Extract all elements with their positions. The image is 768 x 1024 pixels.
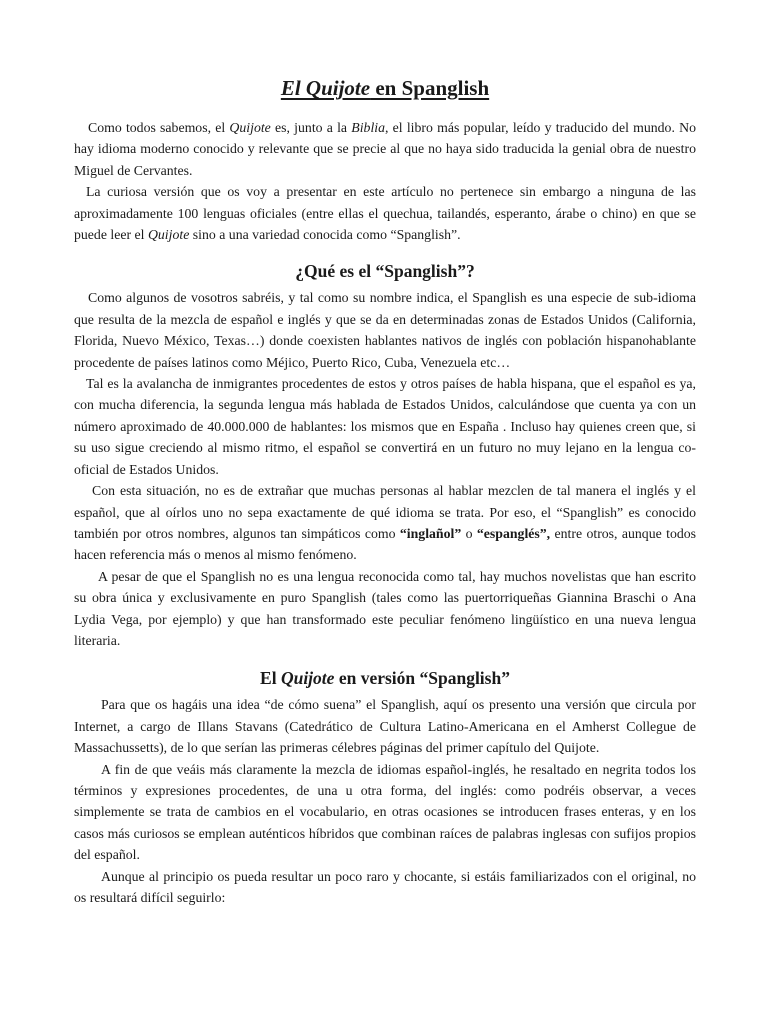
- document-title: [74, 76, 696, 101]
- title-rest: en Spanglish: [370, 76, 490, 100]
- italic-run: Quijote: [147, 227, 190, 243]
- italic-run: Biblia: [351, 120, 386, 135]
- section2-paragraph-3: Aunque al principio os pueda resultar un poco raro y chocante, si estáis familiarizados con el original, no os resultará difícil seguirlo:: [74, 868, 696, 905]
- section1-paragraph-1: Como algunos de vosotros sabréis, y tal como su nombre indica, el Spanglish es una especie de sub-idioma que resulta de la mezcla de español e inglés y que se da en determinadas zonas de Estados Unidos (California, Florida, Nuevo México, Texas…) donde coexisten hablantes nativos de inglés con población hispanohablante procedente de países latinos como Méjico, Puerto Rico, Cuba, Venezuela etc…: [74, 290, 696, 370]
- text-run: es, junto a la: [270, 120, 352, 135]
- bold-term: “inglañol”: [399, 525, 462, 541]
- text-run: Como todos sabemos, el: [88, 120, 230, 135]
- text-run: El: [260, 668, 281, 689]
- section1-paragraph-2: Tal es la avalancha de inmigrantes procedentes de estos y otros países de habla hispana, que el español es ya, con mucha diferencia, la segunda lengua más hablada de Estados Unidos, calculándose que cuenta ya con un número aproximado de 40.000.000 de hablantes: los mismos que en España . Incluso hay quienes creen que, si su uso sigue creciendo al mismo ritmo, el español se convertirá en un futuro no muy lejano en la lengua co-oficial de Estados Unidos.: [74, 376, 696, 477]
- text-run: en versión “Spanglish”: [334, 668, 510, 689]
- intro-paragraph-2: [74, 181, 696, 245]
- text-run: o: [461, 525, 477, 541]
- title-italic: El Quijote: [280, 76, 371, 100]
- text-run: , el libro más popular, leído y traducido del mundo. No hay idioma moderno conocido y relevante que se precie al que no haya sido traducida la genial obra de nuestro Miguel de Cervantes.: [74, 120, 696, 178]
- text-run: entre otros, aunque todos hacen referencia más o menos al mismo fenómeno.: [74, 525, 697, 563]
- intro-paragraph-1: [74, 117, 696, 181]
- section2-paragraph-2: A fin de que veáis más claramente la mezcla de idiomas español-inglés, he resaltado en negrita todos los términos y expresiones procedentes, de una u otra forma, del inglés: como podréis observar, a veces simplemente se trata de cambios en el vocabulario, en otras ocasiones se introducen frases enteras, y en los casos más curiosos se emplean auténticos híbridos que combinan raíces de palabras inglesas con sufijos propios del español.: [74, 761, 696, 863]
- section2-paragraph-1: Para que os hagáis una idea “de cómo suena” el Spanglish, aquí os presento una versión que circula por Internet, a cargo de Illans Stavans (Catedrático de Cultura Latino-Americana en el Amherst Collegue de Massachussetts), de lo que serían las primeras célebres páginas del primer capítulo del Quijote.: [74, 697, 696, 756]
- bold-term: “espanglés”,: [476, 525, 551, 541]
- section-heading-quijote-version: [74, 668, 696, 689]
- italic-run: Quijote: [229, 120, 271, 135]
- section1-paragraph-4: A pesar de que el Spanglish no es una lengua reconocida como tal, hay muchos novelistas que han escrito su obra única y exclusivamente en puro Spanglish (tales como las puertorriqueñas Giannina Braschi o Ana Lydia Vega, por ejemplo) y que han transformado este peculiar fenómeno lingüístico en una nueva lengua literaria.: [74, 568, 696, 648]
- text-run: sino a una variedad conocida como “Spanglish”.: [189, 227, 461, 243]
- section-heading-spanglish: ¿Qué es el “Spanglish”?: [295, 261, 475, 282]
- italic-run: Quijote: [280, 668, 335, 689]
- text-run: La curiosa versión que os voy a presentar en este artículo no pertenece sin embargo a ninguna de las aproximadamente 100 lenguas oficiales (entre ellas el quechua, tailandés, esperanto, árabe o chino) en que se puede leer el: [74, 184, 696, 243]
- text-run: Con esta situación, no es de extrañar que muchas personas al hablar mezclen de tal manera el inglés y el español, que al oírlos uno no sepa exactamente de qué idioma se trata. Por eso, el “Spanglish” es conocido también por otros nombres, algunos tan simpáticos como: [74, 483, 696, 541]
- section1-paragraph-3: [74, 480, 696, 566]
